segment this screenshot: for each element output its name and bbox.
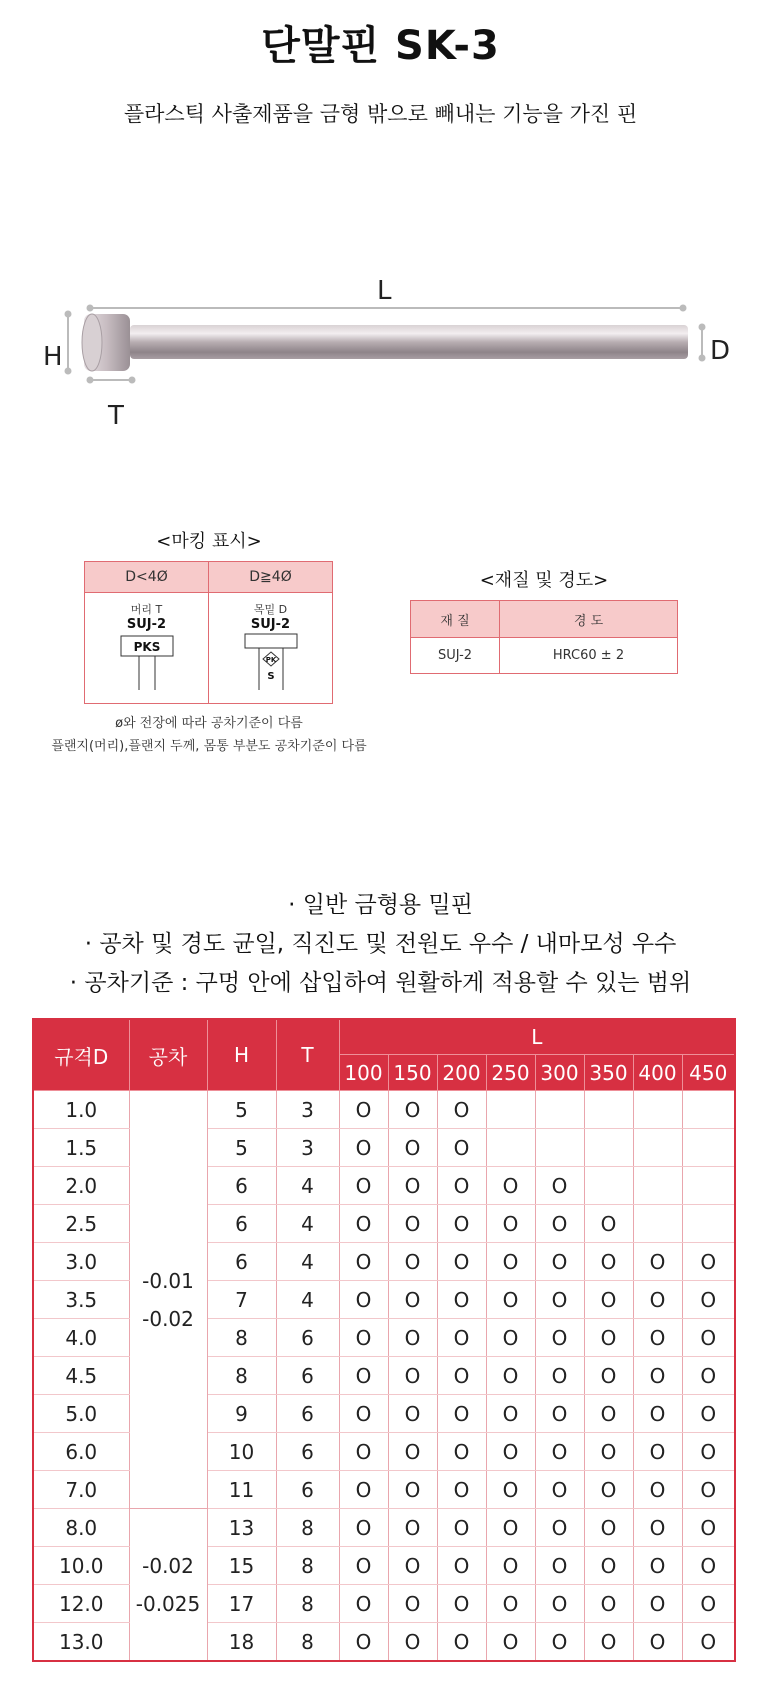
cell-availability: O: [486, 1509, 535, 1547]
marking-title: <마킹 표시>: [156, 531, 262, 552]
cell-availability: O: [535, 1243, 584, 1281]
cell-availability: O: [339, 1167, 388, 1205]
header-length-200: 200: [437, 1055, 486, 1091]
cell-t: 4: [276, 1243, 339, 1281]
cell-availability: O: [388, 1471, 437, 1509]
cell-h: 10: [207, 1433, 276, 1471]
cell-availability: O: [584, 1357, 633, 1395]
cell-h: 5: [207, 1129, 276, 1167]
cell-h: 9: [207, 1395, 276, 1433]
cell-availability: O: [486, 1547, 535, 1585]
feature-bullet-2: · 공차 및 경도 균일, 직진도 및 전원도 우수 / 내마모성 우수: [84, 931, 677, 957]
tolerance-upper: -0.02: [142, 1553, 194, 1578]
cell-availability: O: [486, 1167, 535, 1205]
cell-availability: O: [486, 1357, 535, 1395]
feature-bullet-3: · 공차기준 : 구멍 안에 삽입하여 원활하게 적용할 수 있는 범위: [69, 970, 692, 996]
cell-availability: [682, 1205, 735, 1243]
cell-availability: O: [339, 1319, 388, 1357]
tolerance-lower: -0.025: [135, 1591, 201, 1616]
marking-col2-stamp-top: PK: [265, 656, 277, 664]
cell-availability: O: [633, 1585, 682, 1623]
cell-availability: O: [388, 1281, 437, 1319]
cell-availability: O: [437, 1509, 486, 1547]
page-subtitle: 플라스틱 사출제품을 금형 밖으로 빼내는 기능을 가진 핀: [123, 102, 638, 126]
cell-availability: O: [633, 1547, 682, 1585]
cell-availability: O: [535, 1357, 584, 1395]
cell-availability: O: [535, 1433, 584, 1471]
cell-availability: O: [437, 1433, 486, 1471]
cell-availability: O: [437, 1129, 486, 1167]
cell-availability: O: [633, 1243, 682, 1281]
cell-availability: O: [339, 1091, 388, 1129]
cell-availability: O: [682, 1509, 735, 1547]
cell-availability: O: [437, 1167, 486, 1205]
cell-size-d: 12.0: [33, 1585, 129, 1623]
marking-col1-position: 머리 T: [130, 603, 163, 616]
cell-availability: O: [339, 1509, 388, 1547]
cell-availability: [584, 1167, 633, 1205]
dim-label-d: D: [710, 336, 731, 366]
pin-shaft: [130, 325, 688, 359]
cell-availability: O: [584, 1205, 633, 1243]
cell-h: 11: [207, 1471, 276, 1509]
cell-availability: [633, 1129, 682, 1167]
cell-availability: O: [388, 1547, 437, 1585]
cell-size-d: 6.0: [33, 1433, 129, 1471]
cell-availability: O: [339, 1395, 388, 1433]
cell-availability: O: [437, 1357, 486, 1395]
cell-availability: O: [388, 1167, 437, 1205]
cell-size-d: 10.0: [33, 1547, 129, 1585]
header-length-400: 400: [633, 1055, 682, 1091]
cell-t: 6: [276, 1471, 339, 1509]
cell-availability: O: [682, 1433, 735, 1471]
marking-note-1: ø와 전장에 따라 공차기준이 다름: [115, 716, 303, 731]
cell-t: 8: [276, 1547, 339, 1585]
cell-t: 3: [276, 1091, 339, 1129]
cell-h: 15: [207, 1547, 276, 1585]
header-length-100: 100: [339, 1055, 388, 1091]
cell-size-d: 13.0: [33, 1623, 129, 1662]
cell-availability: O: [682, 1319, 735, 1357]
cell-availability: O: [633, 1357, 682, 1395]
marking-col2-cell: [209, 593, 332, 703]
cell-availability: O: [584, 1547, 633, 1585]
cell-availability: O: [437, 1547, 486, 1585]
header-length-300: 300: [535, 1055, 584, 1091]
cell-h: 7: [207, 1281, 276, 1319]
cell-availability: O: [535, 1395, 584, 1433]
cell-availability: O: [388, 1243, 437, 1281]
cell-availability: O: [339, 1357, 388, 1395]
tolerance-upper: -0.01: [142, 1268, 194, 1293]
cell-t: 8: [276, 1585, 339, 1623]
cell-availability: O: [437, 1585, 486, 1623]
table-row: [33, 1091, 735, 1129]
cell-availability: O: [682, 1243, 735, 1281]
cell-availability: [584, 1091, 633, 1129]
cell-availability: O: [535, 1471, 584, 1509]
cell-h: 6: [207, 1167, 276, 1205]
tolerance-lower: -0.02: [142, 1306, 194, 1331]
header-tolerance: 공차: [129, 1019, 207, 1091]
header-h: H: [207, 1019, 276, 1091]
cell-availability: O: [486, 1471, 535, 1509]
cell-size-d: 7.0: [33, 1471, 129, 1509]
cell-tolerance: [129, 1509, 207, 1662]
cell-size-d: 8.0: [33, 1509, 129, 1547]
cell-availability: O: [682, 1623, 735, 1662]
cell-availability: O: [682, 1471, 735, 1509]
page-title: 단말핀 SK-3: [261, 23, 500, 69]
hardness-value: HRC60 ± 2: [500, 638, 678, 674]
cell-size-d: 1.5: [33, 1129, 129, 1167]
marking-col1-cell: [85, 593, 209, 703]
cell-availability: O: [633, 1471, 682, 1509]
cell-availability: O: [388, 1205, 437, 1243]
cell-t: 6: [276, 1433, 339, 1471]
cell-availability: O: [437, 1091, 486, 1129]
cell-availability: O: [633, 1509, 682, 1547]
cell-availability: O: [535, 1167, 584, 1205]
header-length-150: 150: [388, 1055, 437, 1091]
cell-availability: O: [437, 1623, 486, 1662]
cell-availability: O: [486, 1433, 535, 1471]
dim-label-t: T: [108, 401, 124, 431]
cell-availability: O: [584, 1585, 633, 1623]
feature-bullet-1: · 일반 금형용 밀핀: [288, 892, 473, 918]
cell-availability: O: [486, 1585, 535, 1623]
cell-availability: O: [535, 1205, 584, 1243]
cell-availability: O: [437, 1281, 486, 1319]
cell-availability: O: [633, 1433, 682, 1471]
cell-t: 4: [276, 1167, 339, 1205]
cell-availability: [486, 1129, 535, 1167]
cell-h: 18: [207, 1623, 276, 1662]
hardness-header: 경 도: [500, 601, 678, 638]
cell-availability: O: [339, 1129, 388, 1167]
cell-availability: O: [535, 1319, 584, 1357]
marking-col1-stamp: PKS: [133, 640, 161, 654]
cell-size-d: 1.0: [33, 1091, 129, 1129]
cell-availability: O: [486, 1205, 535, 1243]
cell-availability: [486, 1091, 535, 1129]
cell-availability: O: [682, 1395, 735, 1433]
cell-availability: O: [535, 1585, 584, 1623]
cell-availability: O: [633, 1319, 682, 1357]
cell-availability: O: [535, 1547, 584, 1585]
marking-col1-header: D<4Ø: [85, 562, 209, 593]
cell-availability: O: [535, 1509, 584, 1547]
cell-availability: O: [584, 1243, 633, 1281]
cell-t: 4: [276, 1281, 339, 1319]
cell-availability: O: [388, 1433, 437, 1471]
header-size-d: 규격D: [33, 1019, 129, 1091]
marking-table: [84, 561, 333, 704]
marking-col2-material: SUJ-2: [250, 617, 291, 632]
cell-availability: [682, 1129, 735, 1167]
cell-t: 4: [276, 1205, 339, 1243]
cell-availability: [584, 1129, 633, 1167]
pin-head-stamp-icon: [85, 632, 209, 692]
cell-t: 8: [276, 1509, 339, 1547]
cell-availability: O: [584, 1395, 633, 1433]
cell-size-d: 3.5: [33, 1281, 129, 1319]
cell-t: 6: [276, 1357, 339, 1395]
cell-availability: O: [535, 1623, 584, 1662]
cell-availability: O: [486, 1281, 535, 1319]
cell-t: 8: [276, 1623, 339, 1662]
cell-availability: O: [339, 1585, 388, 1623]
marking-col2-header: D≧4Ø: [209, 562, 332, 593]
cell-availability: O: [633, 1281, 682, 1319]
cell-availability: O: [682, 1357, 735, 1395]
header-t: T: [276, 1019, 339, 1091]
cell-availability: O: [535, 1281, 584, 1319]
marking-note-2: 플랜지(머리),플랜지 두께, 몸통 부분도 공차기준이 다름: [51, 739, 367, 754]
cell-availability: O: [388, 1395, 437, 1433]
cell-availability: O: [339, 1281, 388, 1319]
cell-availability: O: [339, 1471, 388, 1509]
cell-availability: O: [339, 1205, 388, 1243]
cell-availability: O: [584, 1433, 633, 1471]
material-value: SUJ-2: [411, 638, 500, 674]
cell-availability: O: [388, 1357, 437, 1395]
cell-availability: O: [437, 1243, 486, 1281]
cell-size-d: 2.5: [33, 1205, 129, 1243]
marking-col2-stamp-bottom: S: [267, 671, 275, 682]
cell-availability: O: [682, 1585, 735, 1623]
cell-t: 3: [276, 1129, 339, 1167]
cell-availability: O: [388, 1319, 437, 1357]
cell-availability: O: [486, 1319, 535, 1357]
cell-availability: O: [486, 1243, 535, 1281]
cell-availability: O: [584, 1471, 633, 1509]
cell-h: 6: [207, 1243, 276, 1281]
cell-availability: O: [584, 1319, 633, 1357]
cell-availability: O: [437, 1205, 486, 1243]
pin-neck-stamp-icon: [209, 632, 332, 692]
cell-size-d: 3.0: [33, 1243, 129, 1281]
cell-availability: [633, 1205, 682, 1243]
cell-availability: O: [584, 1509, 633, 1547]
cell-t: 6: [276, 1319, 339, 1357]
cell-availability: O: [682, 1281, 735, 1319]
cell-availability: O: [437, 1395, 486, 1433]
table-row: [33, 1509, 735, 1547]
cell-availability: O: [388, 1509, 437, 1547]
cell-availability: [633, 1091, 682, 1129]
cell-availability: O: [388, 1129, 437, 1167]
marking-col2-position: 목밑 D: [253, 603, 288, 616]
cell-availability: O: [339, 1623, 388, 1662]
marking-col1-material: SUJ-2: [126, 617, 167, 632]
cell-availability: [682, 1167, 735, 1205]
cell-tolerance: [129, 1091, 207, 1509]
cell-availability: O: [633, 1623, 682, 1662]
cell-availability: O: [633, 1395, 682, 1433]
cell-size-d: 4.0: [33, 1319, 129, 1357]
cell-h: 8: [207, 1357, 276, 1395]
cell-h: 5: [207, 1091, 276, 1129]
cell-availability: O: [388, 1585, 437, 1623]
cell-availability: O: [437, 1471, 486, 1509]
cell-h: 6: [207, 1205, 276, 1243]
cell-h: 8: [207, 1319, 276, 1357]
cell-availability: O: [486, 1623, 535, 1662]
cell-availability: O: [339, 1243, 388, 1281]
cell-availability: [535, 1091, 584, 1129]
cell-availability: O: [388, 1091, 437, 1129]
cell-availability: O: [584, 1281, 633, 1319]
header-length-350: 350: [584, 1055, 633, 1091]
cell-availability: [633, 1167, 682, 1205]
cell-h: 13: [207, 1509, 276, 1547]
cell-availability: O: [682, 1547, 735, 1585]
cell-size-d: 2.0: [33, 1167, 129, 1205]
cell-availability: O: [486, 1395, 535, 1433]
cell-availability: [535, 1129, 584, 1167]
dim-label-h: H: [43, 342, 63, 372]
header-length-450: 450: [682, 1055, 735, 1091]
cell-availability: O: [584, 1623, 633, 1662]
material-header: 재 질: [411, 601, 500, 638]
header-length-250: 250: [486, 1055, 535, 1091]
cell-t: 6: [276, 1395, 339, 1433]
cell-availability: O: [437, 1319, 486, 1357]
cell-availability: O: [339, 1433, 388, 1471]
cell-availability: [682, 1091, 735, 1129]
cell-availability: O: [339, 1547, 388, 1585]
header-length: L: [339, 1019, 735, 1055]
cell-availability: O: [388, 1623, 437, 1662]
material-table: [410, 600, 678, 674]
dim-label-l: L: [377, 276, 392, 306]
cell-h: 17: [207, 1585, 276, 1623]
cell-size-d: 4.5: [33, 1357, 129, 1395]
spec-table: [32, 1018, 736, 1662]
material-title: <재질 및 경도>: [479, 570, 609, 591]
cell-size-d: 5.0: [33, 1395, 129, 1433]
